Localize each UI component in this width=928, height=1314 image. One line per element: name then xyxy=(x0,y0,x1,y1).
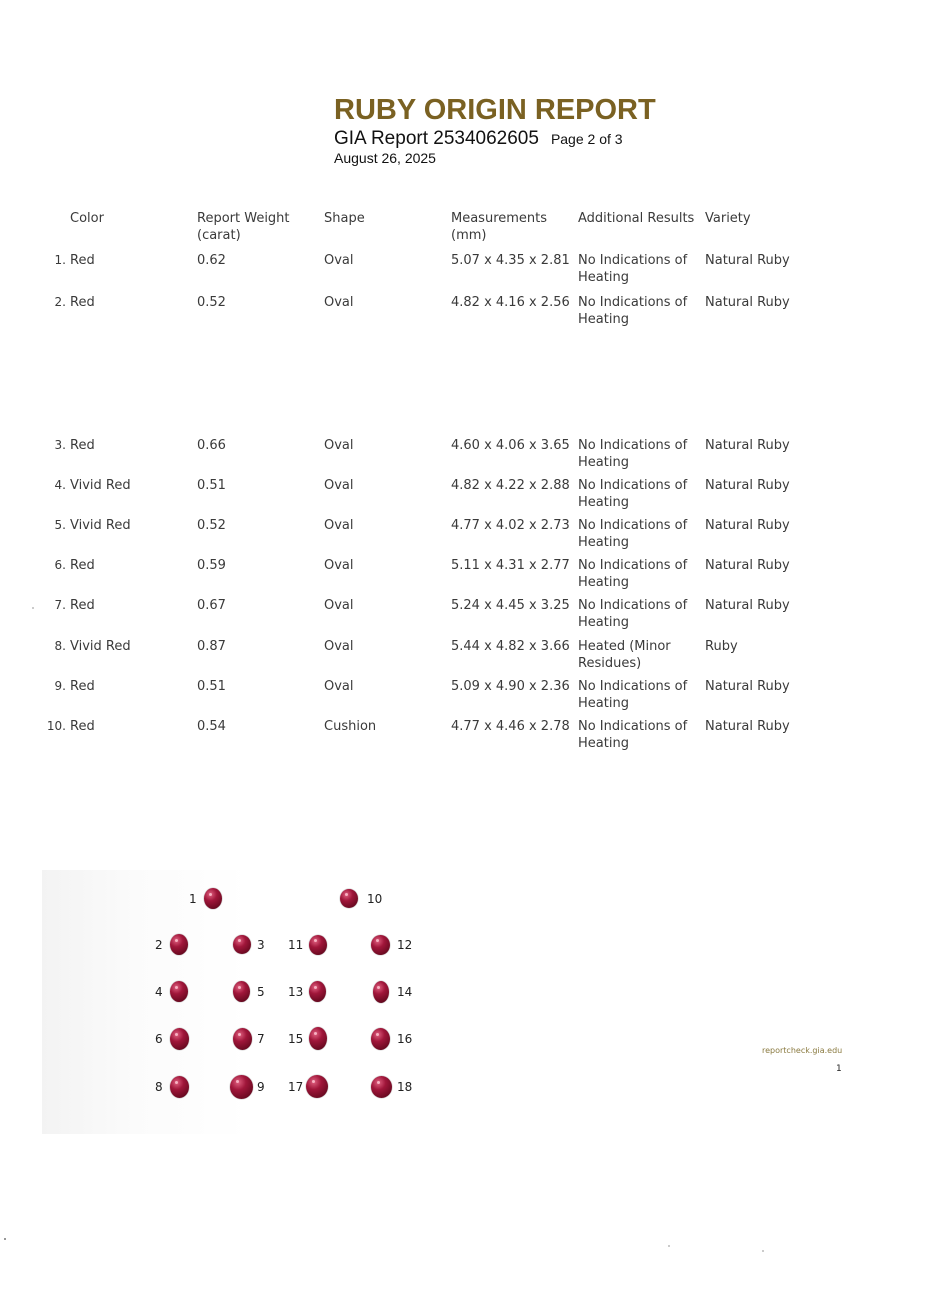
row-result xyxy=(578,678,687,712)
ruby-stone xyxy=(371,935,390,955)
ruby-stone xyxy=(371,1028,390,1050)
row-shape: Oval xyxy=(324,558,354,573)
row-color: Red xyxy=(70,295,95,310)
row-measurements: 5.24 x 4.45 x 3.25 xyxy=(451,598,570,613)
header-shape: Shape xyxy=(324,211,365,226)
header-measurements-line1: Measurements xyxy=(451,211,548,226)
row-number: 10. xyxy=(46,719,66,733)
stone-label: 11 xyxy=(288,938,304,952)
row-number: 2. xyxy=(54,295,66,309)
stone-label: 18 xyxy=(397,1080,413,1094)
row-measurements: 5.44 x 4.82 x 3.66 xyxy=(451,639,570,654)
ruby-stone xyxy=(309,935,327,955)
row-measurements: 4.82 x 4.22 x 2.88 xyxy=(451,478,570,493)
stone-label: 14 xyxy=(397,985,413,999)
row-shape: Oval xyxy=(324,639,354,654)
row-number: 4. xyxy=(54,478,66,492)
scan-speck xyxy=(32,607,34,609)
row-variety: Natural Ruby xyxy=(705,295,790,310)
ruby-stone xyxy=(373,981,389,1003)
row-result-line2: Heating xyxy=(578,535,629,550)
stone-label: 2 xyxy=(155,938,163,952)
row-color: Vivid Red xyxy=(70,518,131,533)
row-measurements: 4.82 x 4.16 x 2.56 xyxy=(451,295,570,310)
stone-label: 10 xyxy=(367,892,383,906)
row-measurements: 5.07 x 4.35 x 2.81 xyxy=(451,253,570,268)
header-color: Color xyxy=(70,211,104,226)
ruby-stone xyxy=(309,981,326,1002)
row-shape: Oval xyxy=(324,478,354,493)
row-measurements: 5.09 x 4.90 x 2.36 xyxy=(451,679,570,694)
stone-label: 7 xyxy=(257,1032,265,1046)
row-number: 3. xyxy=(54,438,66,452)
row-result-line1: No Indications of xyxy=(578,478,688,493)
ruby-stone xyxy=(170,1076,189,1098)
ruby-stone xyxy=(309,1027,327,1050)
header-measurements xyxy=(451,210,547,244)
row-weight: 0.54 xyxy=(197,719,226,734)
row-result-line2: Heating xyxy=(578,270,629,285)
row-weight: 0.66 xyxy=(197,438,226,453)
ruby-stone xyxy=(204,888,222,909)
row-result-line1: No Indications of xyxy=(578,719,688,734)
stone-label: 1 xyxy=(189,892,197,906)
row-result-line2: Heating xyxy=(578,575,629,590)
row-color: Vivid Red xyxy=(70,639,131,654)
row-color: Vivid Red xyxy=(70,478,131,493)
stones-photo xyxy=(42,870,502,1134)
row-color: Red xyxy=(70,253,95,268)
row-number: 8. xyxy=(54,639,66,653)
row-weight: 0.51 xyxy=(197,679,226,694)
row-weight: 0.62 xyxy=(197,253,226,268)
ruby-stone xyxy=(233,981,250,1002)
row-variety: Ruby xyxy=(705,639,738,654)
row-variety: Natural Ruby xyxy=(705,719,790,734)
row-variety: Natural Ruby xyxy=(705,518,790,533)
row-shape: Oval xyxy=(324,253,354,268)
header-additional-results: Additional Results xyxy=(578,211,695,226)
reportcheck-url: reportcheck.gia.edu xyxy=(762,1046,843,1055)
stone-label: 8 xyxy=(155,1080,163,1094)
row-result-line2: Heating xyxy=(578,736,629,751)
stone-label: 13 xyxy=(288,985,304,999)
ruby-stone xyxy=(170,981,188,1002)
header-weight-line1: Report Weight xyxy=(197,211,290,226)
row-number: 9. xyxy=(54,679,66,693)
row-result xyxy=(578,597,687,631)
row-result-line2: Residues) xyxy=(578,656,642,671)
row-number: 6. xyxy=(54,558,66,572)
row-number: 1. xyxy=(54,253,66,267)
row-number: 7. xyxy=(54,598,66,612)
row-variety: Natural Ruby xyxy=(705,253,790,268)
row-result xyxy=(578,294,687,328)
row-result-line2: Heating xyxy=(578,312,629,327)
ruby-stone xyxy=(170,1028,189,1050)
row-result-line1: No Indications of xyxy=(578,598,688,613)
row-result-line2: Heating xyxy=(578,495,629,510)
report-number: GIA Report 2534062605 xyxy=(334,128,539,149)
row-measurements: 4.77 x 4.46 x 2.78 xyxy=(451,719,570,734)
row-variety: Natural Ruby xyxy=(705,558,790,573)
row-variety: Natural Ruby xyxy=(705,679,790,694)
row-result-line1: No Indications of xyxy=(578,295,688,310)
ruby-stone xyxy=(340,889,358,908)
stone-label: 16 xyxy=(397,1032,413,1046)
stone-label: 5 xyxy=(257,985,265,999)
row-result xyxy=(578,718,687,752)
row-shape: Oval xyxy=(324,295,354,310)
ruby-stone xyxy=(233,935,251,954)
page-indicator: Page 2 of 3 xyxy=(550,131,623,147)
row-variety: Natural Ruby xyxy=(705,478,790,493)
row-weight: 0.67 xyxy=(197,598,226,613)
ruby-stone xyxy=(371,1076,392,1098)
row-color: Red xyxy=(70,598,95,613)
row-color: Red xyxy=(70,438,95,453)
row-variety: Natural Ruby xyxy=(705,598,790,613)
row-result-line1: No Indications of xyxy=(578,253,688,268)
row-color: Red xyxy=(70,719,95,734)
report-title: RUBY ORIGIN REPORT xyxy=(334,94,656,126)
row-result-line2: Heating xyxy=(578,696,629,711)
row-weight: 0.87 xyxy=(197,639,226,654)
row-number: 5. xyxy=(54,518,66,532)
row-result xyxy=(578,477,687,511)
row-weight: 0.52 xyxy=(197,295,226,310)
row-color: Red xyxy=(70,558,95,573)
row-weight: 0.59 xyxy=(197,558,226,573)
stone-label: 4 xyxy=(155,985,163,999)
row-result-line1: No Indications of xyxy=(578,679,688,694)
stone-label: 3 xyxy=(257,938,265,952)
row-shape: Oval xyxy=(324,518,354,533)
scan-speck xyxy=(668,1245,670,1247)
header-variety: Variety xyxy=(705,211,751,226)
row-result xyxy=(578,638,671,672)
report-id-line xyxy=(334,128,623,150)
stone-label: 6 xyxy=(155,1032,163,1046)
stone-label: 15 xyxy=(288,1032,304,1046)
row-shape: Cushion xyxy=(324,719,377,734)
row-result xyxy=(578,517,687,551)
report-date: August 26, 2025 xyxy=(334,150,436,166)
row-result xyxy=(578,437,687,471)
header-weight-line2: (carat) xyxy=(197,228,241,243)
row-result-line1: Heated (Minor xyxy=(578,639,671,654)
row-shape: Oval xyxy=(324,598,354,613)
scan-speck xyxy=(4,1238,6,1240)
row-variety: Natural Ruby xyxy=(705,438,790,453)
row-weight: 0.51 xyxy=(197,478,226,493)
row-shape: Oval xyxy=(324,679,354,694)
row-shape: Oval xyxy=(324,438,354,453)
stone-label: 9 xyxy=(257,1080,265,1094)
stone-label: 12 xyxy=(397,938,413,952)
page-mark: 1 xyxy=(836,1064,842,1074)
row-result xyxy=(578,557,687,591)
row-result-line1: No Indications of xyxy=(578,438,688,453)
row-weight: 0.52 xyxy=(197,518,226,533)
row-result xyxy=(578,252,687,286)
ruby-stone xyxy=(230,1075,253,1099)
row-result-line2: Heating xyxy=(578,455,629,470)
header-measurements-line2: (mm) xyxy=(451,228,487,243)
ruby-stone xyxy=(170,934,188,955)
ruby-stone xyxy=(306,1075,328,1098)
stone-label: 17 xyxy=(288,1080,304,1094)
row-result-line1: No Indications of xyxy=(578,518,688,533)
header-weight xyxy=(197,210,290,244)
ruby-stone xyxy=(233,1028,252,1050)
row-color: Red xyxy=(70,679,95,694)
row-measurements: 4.60 x 4.06 x 3.65 xyxy=(451,438,570,453)
scan-speck xyxy=(762,1250,764,1252)
row-measurements: 4.77 x 4.02 x 2.73 xyxy=(451,518,570,533)
row-measurements: 5.11 x 4.31 x 2.77 xyxy=(451,558,570,573)
row-result-line2: Heating xyxy=(578,615,629,630)
row-result-line1: No Indications of xyxy=(578,558,688,573)
